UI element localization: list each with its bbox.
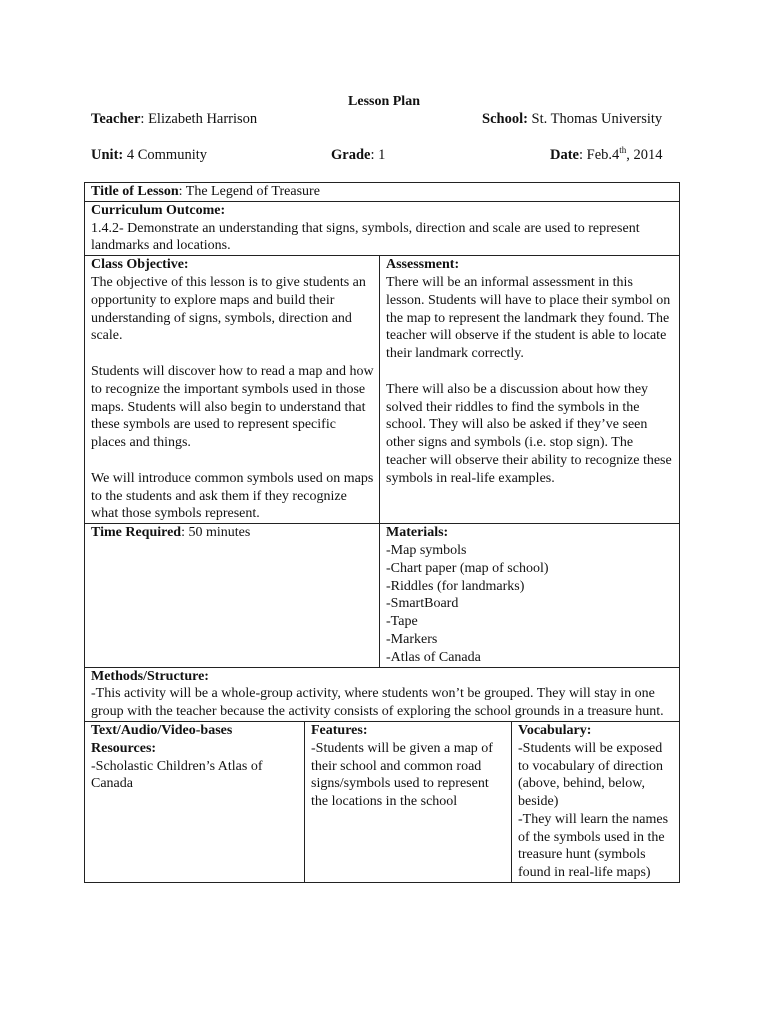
materials-item: -Riddles (for landmarks) [386, 578, 525, 594]
assessment-paragraph: There will also be a discussion about how they solved their riddles to find the symbols in the school. They will also be asked if they’ve seen other signs and symbols (i.e. stop sign). The teacher will observe their ability to recognize these symbols in real-life examples. [386, 381, 672, 486]
resources-cell [85, 721, 305, 882]
date-line: Date: Feb.4th, 2014 [550, 145, 663, 163]
objective-paragraph: Students will discover how to read a map and how to recognize the important symbols used in those maps. Students will also begin to understand that these symbols are used to represent specific places and things. [91, 363, 374, 451]
materials-label: Materials: [386, 525, 449, 541]
outcome-label: Curriculum Outcome: [91, 202, 226, 218]
outcome-row [85, 201, 680, 255]
page-title: Lesson Plan [348, 94, 420, 109]
title-label: Title of Lesson [91, 184, 179, 199]
date-label: Date [550, 147, 579, 163]
vocabulary-paragraph: -Students will be exposed to vocabulary of direction (above, behind, below, beside) [518, 740, 664, 810]
assessment-cell [380, 256, 680, 524]
resources-text: -Scholastic Children’s Atlas of Canada [91, 758, 263, 792]
materials-item: -Markers [386, 631, 438, 647]
time-cell: Time Required: 50 minutes [85, 524, 380, 667]
spacer [91, 345, 374, 363]
teacher-name: Elizabeth Harrison [148, 111, 258, 127]
lesson-plan-table [84, 182, 680, 883]
resources-label: Text/Audio/Video-bases Resources: [91, 722, 233, 756]
materials-item: -Atlas of Canada [386, 649, 481, 665]
title-row [85, 183, 680, 202]
school-name: St. Thomas University [531, 111, 663, 127]
vocabulary-cell [512, 721, 680, 882]
outcome-text: 1.4.2- Demonstrate an understanding that signs, symbols, direction and scale are used to represent landmarks and locations. [91, 220, 640, 254]
unit-value: 4 Community [126, 147, 208, 163]
title-value: The Legend of Treasure [185, 184, 320, 199]
assessment-label: Assessment: [386, 257, 460, 273]
methods-row [85, 667, 680, 721]
grade-value: 1 [378, 147, 386, 163]
time-value: 50 minutes [188, 525, 251, 541]
vocabulary-label: Vocabulary: [518, 722, 592, 738]
spacer [386, 363, 674, 381]
materials-item: -Chart paper (map of school) [386, 560, 549, 576]
objective-cell [85, 256, 380, 524]
date-value: Feb.4 [586, 147, 620, 163]
assessment-paragraph: There will be an informal assessment in this lesson. Students will have to place their symbol on the map to represent the landmark they found. The teacher will observe if the student is able to locate their landmark correctly. [386, 274, 671, 362]
methods-cell [85, 667, 680, 721]
unit-line [91, 147, 207, 164]
methods-text: -This activity will be a whole-group activity, where students won’t be grouped. They will stay in one group with the teacher because the activity consists of exploring the school grounds in a treasure hunt. [91, 686, 664, 720]
date-suffix: th [619, 145, 627, 156]
vocabulary-paragraph: -They will learn the names of the symbols used in the treasure hunt (symbols found in real-life maps) [518, 811, 669, 881]
outcome-cell [85, 201, 680, 255]
grade-label: Grade [331, 147, 371, 163]
objective-assessment-row [85, 256, 680, 524]
time-label: Time Required [91, 525, 182, 541]
teacher-line: Teacher: Elizabeth Harrison [91, 111, 258, 127]
materials-item: -SmartBoard [386, 596, 459, 612]
date-year: , 2014 [626, 147, 663, 163]
spacer [91, 452, 374, 470]
methods-label: Methods/Structure: [91, 668, 209, 684]
unit-label: Unit: [91, 147, 124, 163]
grade-line: Grade: 1 [331, 147, 386, 163]
objective-label: Class Objective: [91, 257, 189, 273]
materials-item: -Map symbols [386, 542, 467, 558]
features-cell [305, 721, 512, 882]
features-label: Features: [311, 722, 368, 738]
title-cell: Title of Lesson: The Legend of Treasure [85, 183, 680, 202]
school-line [482, 111, 662, 128]
materials-cell [380, 524, 680, 667]
teacher-label: Teacher [91, 111, 141, 127]
objective-paragraph: The objective of this lesson is to give students an opportunity to explore maps and build their understanding of signs, symbols, direction and scale. [91, 274, 366, 344]
time-materials-row [85, 524, 680, 667]
school-label: School: [482, 111, 528, 127]
features-text: -Students will be given a map of their school and common road signs/symbols used to represent the locations in the school [311, 740, 493, 810]
resources-row [85, 721, 680, 882]
objective-paragraph: We will introduce common symbols used on maps to the students and ask them if they recognize what those symbols represent. [91, 470, 374, 522]
materials-item: -Tape [386, 614, 418, 630]
